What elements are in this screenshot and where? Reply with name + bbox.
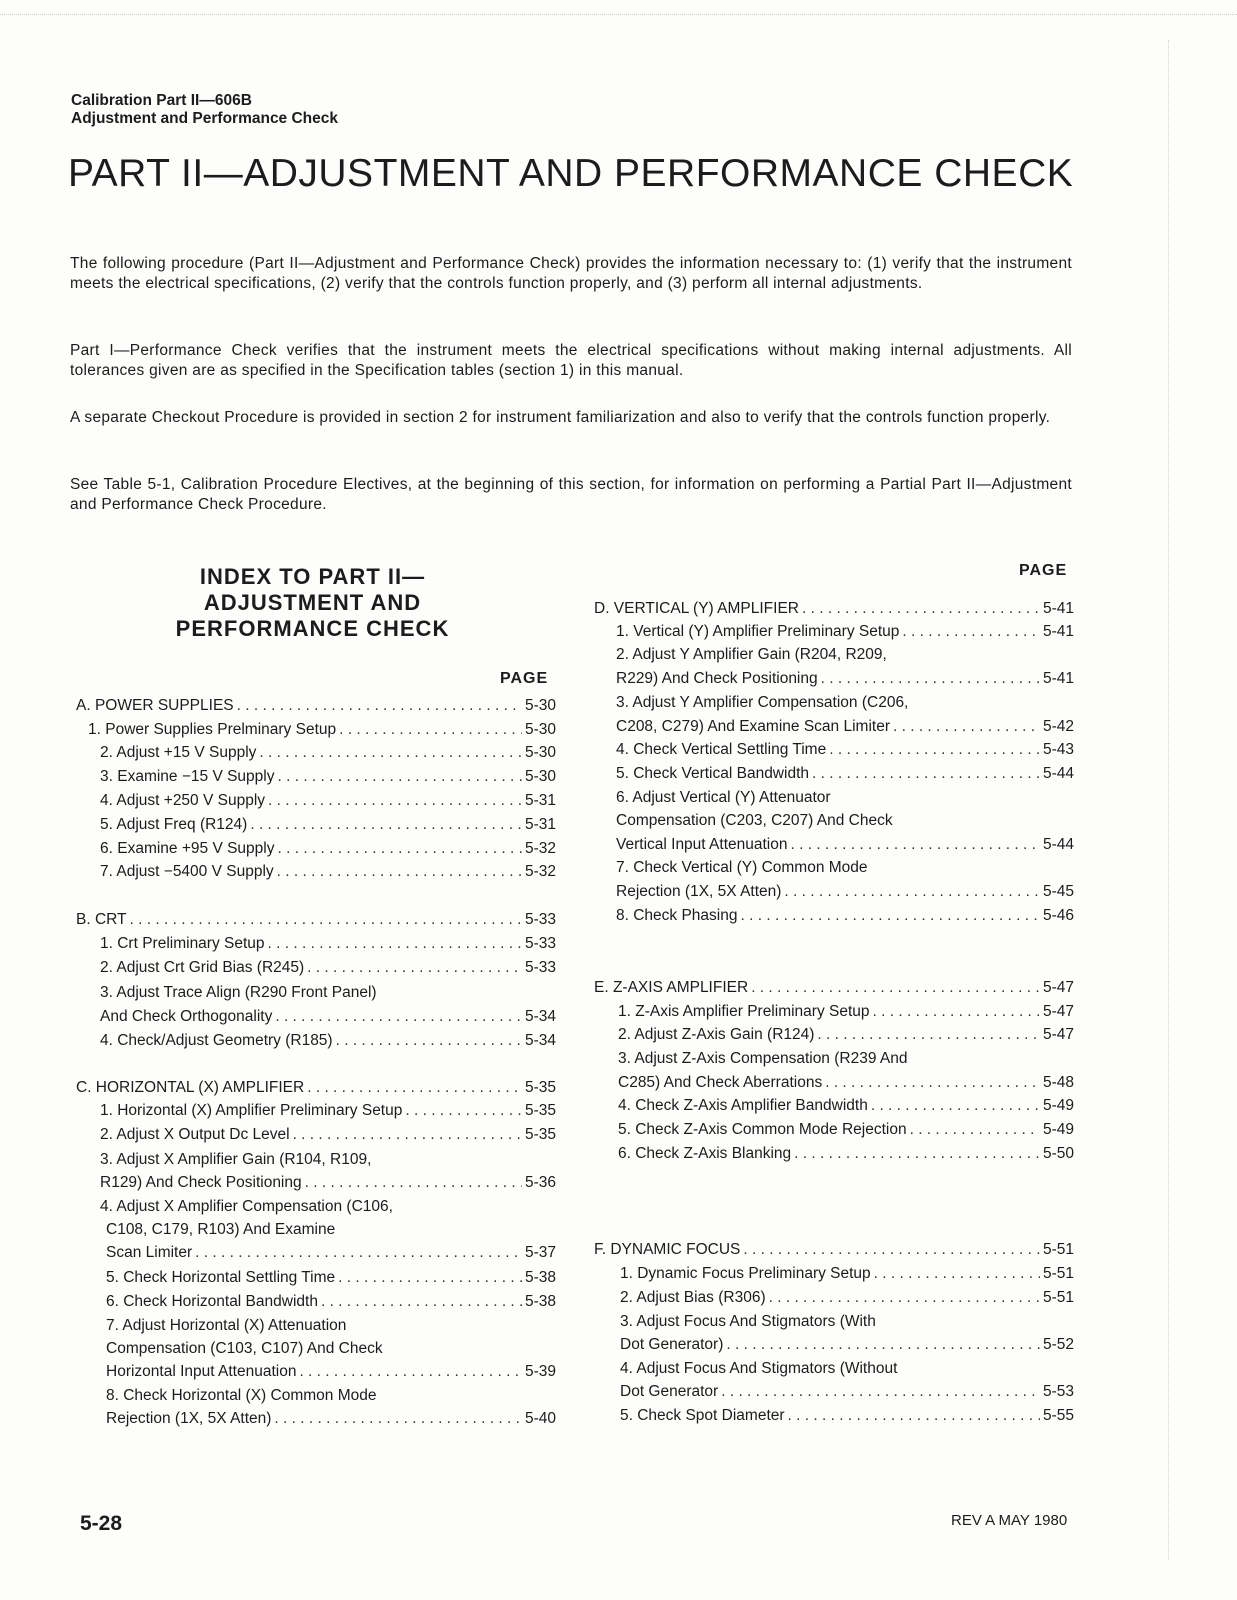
index-entry: Compensation (C203, C207) And Check <box>616 812 893 829</box>
index-entry <box>594 1025 1074 1045</box>
index-entry-page: 5-33 <box>524 935 556 952</box>
index-entry <box>76 767 556 787</box>
dot-leader <box>195 1243 522 1263</box>
index-entry: 3. Adjust Trace Align (R290 Front Panel) <box>100 984 377 1001</box>
index-entry-page: 5-43 <box>1042 741 1074 758</box>
index-entry: 3. Adjust Z-Axis Compensation (R239 And <box>618 1050 908 1067</box>
index-entry: 4. Adjust Focus And Stigmators (Without <box>620 1360 898 1377</box>
index-entry <box>76 720 556 740</box>
index-entry: C108, C179, R103) And Examine <box>106 1221 336 1238</box>
dot-leader <box>874 1264 1040 1284</box>
intro-paragraph-2: Part I—Performance Check verifies that the instrument meets the electrical specifications without making internal adjustments. All tolerances given are as specified in the Specification tables (section 1) in this manual. <box>70 342 1072 379</box>
index-entry-label: Dot Generator <box>620 1383 719 1400</box>
index-entry-label: 3. Examine −15 V Supply <box>100 768 275 785</box>
index-entry <box>76 696 556 716</box>
index-entry-page: 5-47 <box>1042 1003 1074 1020</box>
index-entry <box>76 910 556 930</box>
index-entry-label: 5. Adjust Freq (R124) <box>100 816 248 833</box>
index-entry-label: 5. Check Horizontal Settling Time <box>106 1269 336 1286</box>
dot-leader <box>277 839 521 859</box>
index-entry-page: 5-35 <box>524 1102 556 1119</box>
index-entry-label: 2. Adjust X Output Dc Level <box>100 1126 290 1143</box>
index-entry-page: 5-44 <box>1042 765 1074 782</box>
index-entry <box>76 862 556 882</box>
index-right-column <box>594 0 1074 1600</box>
dot-leader <box>277 862 522 882</box>
dot-leader <box>902 622 1040 642</box>
index-entry <box>76 1362 556 1382</box>
index-entry: 6. Adjust Vertical (Y) Attenuator <box>616 789 831 806</box>
index-entry <box>76 839 556 859</box>
dot-leader <box>790 835 1039 855</box>
dot-leader <box>275 1007 522 1027</box>
index-entry-page: 5-39 <box>524 1363 556 1380</box>
dot-leader <box>237 696 522 716</box>
index-entry-page: 5-36 <box>524 1174 556 1191</box>
index-entry-page: 5-46 <box>1042 907 1074 924</box>
index-entry <box>594 1382 1074 1402</box>
dot-leader <box>743 1240 1040 1260</box>
index-entry-label: 2. Adjust Z-Axis Gain (R124) <box>618 1026 815 1043</box>
index-entry <box>594 599 1074 619</box>
index-entry-page: 5-35 <box>524 1126 556 1143</box>
index-entry-label: 1. Crt Preliminary Setup <box>100 935 265 952</box>
index-entry <box>594 1264 1074 1284</box>
dot-leader <box>794 1144 1040 1164</box>
index-left-column <box>76 0 556 1600</box>
index-entry-page: 5-38 <box>524 1293 556 1310</box>
index-entry-page: 5-30 <box>524 721 556 738</box>
header-line-2: Adjustment and Performance Check <box>71 110 339 127</box>
index-entry-label: 4. Check Z-Axis Amplifier Bandwidth <box>618 1097 868 1114</box>
index-entry-page: 5-51 <box>1042 1289 1074 1306</box>
revision-date: REV A MAY 1980 <box>951 1512 1068 1529</box>
dot-leader <box>821 669 1040 689</box>
index-entry <box>76 1173 556 1193</box>
index-entry-page: 5-51 <box>1042 1265 1074 1282</box>
dot-leader <box>910 1120 1040 1140</box>
dot-leader <box>788 1406 1040 1426</box>
index-entry <box>76 791 556 811</box>
index-entry-label: C285) And Check Aberrations <box>618 1074 823 1091</box>
index-entry: 4. Adjust X Amplifier Compensation (C106, <box>100 1198 393 1215</box>
dot-leader <box>321 1292 522 1312</box>
index-entry-page: 5-48 <box>1042 1074 1074 1091</box>
intro-paragraph-4: See Table 5-1, Calibration Procedure Electives, at the beginning of this section, for information on performing a Partial Part II—Adjustment and Performance Check Procedure. <box>70 476 1072 513</box>
index-entry-label: F. DYNAMIC FOCUS <box>594 1241 741 1258</box>
dot-leader <box>305 1173 522 1193</box>
index-entry-label: B. CRT <box>76 911 127 928</box>
index-entry-label: 7. Adjust −5400 V Supply <box>100 863 274 880</box>
index-entry-label: Dot Generator) <box>620 1336 724 1353</box>
index-entry-page: 5-52 <box>1042 1336 1074 1353</box>
index-entry-label: 1. Dynamic Focus Preliminary Setup <box>620 1265 871 1282</box>
index-entry-page: 5-38 <box>524 1269 556 1286</box>
index-entry-page: 5-47 <box>1042 1026 1074 1043</box>
index-entry <box>76 743 556 763</box>
index-entry-label: 5. Check Vertical Bandwidth <box>616 765 809 782</box>
index-entry-label: Scan Limiter <box>106 1244 193 1261</box>
page-number: 5-28 <box>80 1512 123 1535</box>
dot-leader <box>268 934 522 954</box>
index-entry-label: 6. Examine +95 V Supply <box>100 840 275 857</box>
index-entry-page: 5-34 <box>524 1032 556 1049</box>
dot-leader <box>893 717 1040 737</box>
index-entry <box>594 1073 1074 1093</box>
index-entry <box>594 882 1074 902</box>
index-entry <box>594 1144 1074 1164</box>
dot-leader <box>250 815 522 835</box>
dot-leader <box>784 882 1040 902</box>
index-entry-label: 1. Power Supplies Prelminary Setup <box>88 721 337 738</box>
index-entry <box>76 1243 556 1263</box>
index-entry <box>594 906 1074 926</box>
index-entry-page: 5-33 <box>524 911 556 928</box>
index-entry <box>594 740 1074 760</box>
index-entry-label: Rejection (1X, 5X Atten) <box>106 1410 272 1427</box>
index-entry-label: C208, C279) And Examine Scan Limiter <box>616 718 890 735</box>
index-entry-label: 4. Adjust +250 V Supply <box>100 792 266 809</box>
index-entry <box>594 1096 1074 1116</box>
index-entry-label: 4. Check/Adjust Geometry (R185) <box>100 1032 333 1049</box>
index-entry <box>594 1288 1074 1308</box>
header-line-1: Calibration Part II—606B <box>71 92 252 109</box>
dot-leader <box>277 767 521 787</box>
index-entry <box>76 1007 556 1027</box>
index-entry-page: 5-42 <box>1042 718 1074 735</box>
index-entry <box>594 1002 1074 1022</box>
dot-leader <box>336 1031 522 1051</box>
index-entry <box>594 835 1074 855</box>
index-entry-label: 2. Adjust Crt Grid Bias (R245) <box>100 959 305 976</box>
index-entry-label: 5. Check Z-Axis Common Mode Rejection <box>618 1121 907 1138</box>
index-entry <box>76 815 556 835</box>
dot-leader <box>871 1096 1040 1116</box>
index-entry <box>594 717 1074 737</box>
dot-leader <box>751 978 1040 998</box>
index-entry-page: 5-41 <box>1042 670 1074 687</box>
index-entry-label: Rejection (1X, 5X Atten) <box>616 883 782 900</box>
dot-leader <box>873 1002 1040 1022</box>
index-entry-label: E. Z-AXIS AMPLIFIER <box>594 979 749 996</box>
dot-leader <box>829 740 1040 760</box>
index-entry-page: 5-49 <box>1042 1121 1074 1138</box>
index-entry-label: 5. Check Spot Diameter <box>620 1407 785 1424</box>
index-entry <box>76 1125 556 1145</box>
index-entry-page: 5-49 <box>1042 1097 1074 1114</box>
dot-leader <box>339 720 522 740</box>
index-entry-label: 6. Check Z-Axis Blanking <box>618 1145 792 1162</box>
index-entry-page: 5-40 <box>524 1410 556 1427</box>
index-title-line: ADJUSTMENT AND <box>203 590 422 615</box>
dot-leader <box>812 764 1040 784</box>
index-entry: 7. Adjust Horizontal (X) Attenuation <box>106 1317 347 1334</box>
index-entry: 3. Adjust X Amplifier Gain (R104, R109, <box>100 1151 372 1168</box>
index-entry <box>594 1406 1074 1426</box>
index-entry-page: 5-31 <box>524 792 556 809</box>
index-entry-page: 5-41 <box>1042 600 1074 617</box>
index-entry-page: 5-33 <box>524 959 556 976</box>
index-entry <box>76 1409 556 1429</box>
index-entry-label: A. POWER SUPPLIES <box>76 697 234 714</box>
index-entry-page: 5-45 <box>1042 883 1074 900</box>
index-entry-label: 4. Check Vertical Settling Time <box>616 741 827 758</box>
index-entry-page: 5-35 <box>524 1079 556 1096</box>
index-entry-page: 5-34 <box>524 1008 556 1025</box>
index-entry-page: 5-31 <box>524 816 556 833</box>
index-entry: 7. Check Vertical (Y) Common Mode <box>616 859 868 876</box>
dot-leader <box>825 1073 1040 1093</box>
dot-leader <box>721 1382 1040 1402</box>
index-entry-page: 5-32 <box>524 863 556 880</box>
index-entry-page: 5-30 <box>524 768 556 785</box>
index-entry-label: 1. Horizontal (X) Amplifier Preliminary Setup <box>100 1102 403 1119</box>
index-entry: 3. Adjust Y Amplifier Compensation (C206, <box>616 694 909 711</box>
dot-leader <box>802 599 1040 619</box>
index-entry: Compensation (C103, C107) And Check <box>106 1340 383 1357</box>
index-entry <box>594 669 1074 689</box>
index-entry-label: R129) And Check Positioning <box>100 1174 302 1191</box>
scan-right-edge <box>1168 40 1169 1560</box>
dot-leader <box>769 1288 1040 1308</box>
index-entry-label: C. HORIZONTAL (X) AMPLIFIER <box>76 1079 305 1096</box>
index-entry-page: 5-47 <box>1042 979 1074 996</box>
intro-paragraph-3: A separate Checkout Procedure is provided in section 2 for instrument familiarization and also to verify that the controls function properly. <box>70 409 1051 426</box>
index-entry <box>594 1335 1074 1355</box>
dot-leader <box>259 743 522 763</box>
page-title: PART II—ADJUSTMENT AND PERFORMANCE CHECK <box>68 152 1074 195</box>
dot-leader <box>307 958 522 978</box>
dot-leader <box>130 910 522 930</box>
index-entry-label: 1. Vertical (Y) Amplifier Preliminary Setup <box>616 623 900 640</box>
index-entry <box>594 764 1074 784</box>
dot-leader <box>726 1335 1040 1355</box>
index-entry-label: Horizontal Input Attenuation <box>106 1363 297 1380</box>
index-entry-label: 2. Adjust Bias (R306) <box>620 1289 766 1306</box>
index-entry-page: 5-44 <box>1042 836 1074 853</box>
index-entry <box>76 1268 556 1288</box>
index-entry <box>76 934 556 954</box>
index-entry-page: 5-55 <box>1042 1407 1074 1424</box>
dot-leader <box>299 1362 522 1382</box>
dot-leader <box>268 791 522 811</box>
dot-leader <box>741 906 1040 926</box>
index-entry <box>594 978 1074 998</box>
index-entry-page: 5-53 <box>1042 1383 1074 1400</box>
index-title-line: INDEX TO PART II— <box>199 564 426 589</box>
intro-paragraph-1: The following procedure (Part II—Adjustment and Performance Check) provides the information necessary to: (1) verify that the instrument meets the electrical specifications, (2) verify that the controls function properly, and (3) perform all internal adjustments. <box>70 255 1072 292</box>
index-entry-page: 5-51 <box>1042 1241 1074 1258</box>
index-entry <box>594 1240 1074 1260</box>
index-entry: 3. Adjust Focus And Stigmators (With <box>620 1313 876 1330</box>
index-entry-label: 2. Adjust +15 V Supply <box>100 744 257 761</box>
index-entry-label: And Check Orthogonality <box>100 1008 273 1025</box>
dot-leader <box>817 1025 1040 1045</box>
index-entry: 8. Check Horizontal (X) Common Mode <box>106 1387 377 1404</box>
index-entry-page: 5-30 <box>524 744 556 761</box>
dot-leader <box>274 1409 522 1429</box>
index-entry-label: R229) And Check Positioning <box>616 670 818 687</box>
dot-leader <box>293 1125 522 1145</box>
index-entry <box>76 1031 556 1051</box>
dot-leader <box>307 1078 522 1098</box>
index-entry-label: 6. Check Horizontal Bandwidth <box>106 1293 318 1310</box>
dot-leader <box>405 1101 522 1121</box>
index-entry-label: Vertical Input Attenuation <box>616 836 788 853</box>
dot-leader <box>338 1268 522 1288</box>
index-entry <box>76 1078 556 1098</box>
index-entry <box>594 622 1074 642</box>
index-entry: 2. Adjust Y Amplifier Gain (R204, R209, <box>616 646 887 663</box>
index-entry-page: 5-32 <box>524 840 556 857</box>
index-entry <box>76 1101 556 1121</box>
index-entry-page: 5-50 <box>1042 1145 1074 1162</box>
index-entry <box>76 1292 556 1312</box>
index-title-line: PERFORMANCE CHECK <box>175 616 450 641</box>
index-entry-page: 5-41 <box>1042 623 1074 640</box>
index-entry-label: 8. Check Phasing <box>616 907 738 924</box>
index-entry <box>76 958 556 978</box>
index-entry-page: 5-30 <box>524 697 556 714</box>
index-entry-label: 1. Z-Axis Amplifier Preliminary Setup <box>618 1003 870 1020</box>
left-page-column-label: PAGE <box>500 670 549 687</box>
right-page-column-label: PAGE <box>1019 562 1068 579</box>
index-entry-page: 5-37 <box>524 1244 556 1261</box>
index-entry <box>594 1120 1074 1140</box>
index-entry-label: D. VERTICAL (Y) AMPLIFIER <box>594 600 799 617</box>
